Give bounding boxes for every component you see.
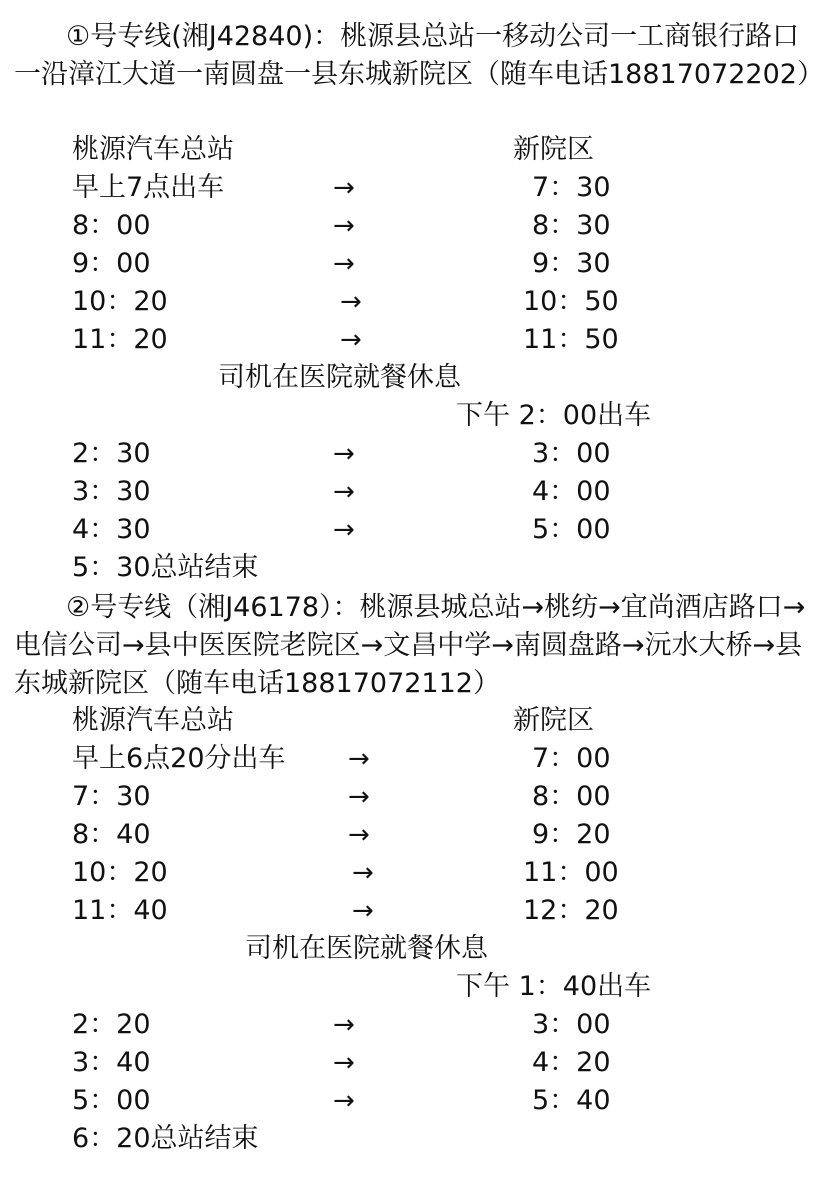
route2-from-header: 桃源汽车总站 (72, 705, 234, 736)
route1-title: ①号专线(湘J42840)：桃源县总站一移动公司一工商银行路口一沿漳江大道一南圆盘一县东城新院区（随车电话18817072202） (14, 21, 824, 90)
route2-depart: 10：20 (72, 857, 168, 888)
arrow-icon: → (333, 439, 355, 469)
arrow-icon: → (348, 782, 370, 812)
route1-arrive: 5：00 (532, 514, 611, 545)
route2-afternoon-note: 下午 1：40出车 (456, 971, 652, 1002)
arrow-icon: → (333, 515, 355, 545)
route2-title: ②号专线（湘J46178）：桃源县城总站→桃纺→宜尚酒店路口→电信公司→县中医医院老院区→文昌中学→南圆盘路→沅水大桥→县东城新院区（随车电话18817072112） (14, 592, 806, 699)
route2-end-note: 6：20总站结束 (72, 1123, 259, 1154)
route2-depart: 8：40 (72, 819, 151, 850)
cropped-top-text (0, 0, 832, 6)
route1-arrive: 7：30 (532, 172, 611, 203)
route2-depart: 5：00 (72, 1085, 151, 1116)
arrow-icon: → (333, 249, 355, 279)
route2-arrive: 4：20 (532, 1047, 611, 1078)
arrow-icon: → (333, 477, 355, 507)
arrow-icon: → (333, 1086, 355, 1116)
arrow-icon: → (333, 1010, 355, 1040)
arrow-icon: → (348, 744, 370, 774)
route2-to-header: 新院区 (513, 705, 594, 736)
route1-arrive: 3：00 (532, 438, 611, 469)
route1-depart: 10：20 (72, 286, 168, 317)
route2-arrive: 12：20 (523, 895, 619, 926)
route1-depart: 3：30 (72, 476, 151, 507)
arrow-icon: → (333, 211, 355, 241)
route2-arrive: 9：20 (532, 819, 611, 850)
route1-afternoon-note: 下午 2：00出车 (456, 400, 652, 431)
arrow-icon: → (352, 896, 374, 926)
route2-arrive: 7：00 (532, 743, 611, 774)
route2-rest-note: 司机在医院就餐休息 (245, 933, 488, 964)
route1-to-header: 新院区 (513, 134, 594, 165)
route1-depart: 4：30 (72, 514, 151, 545)
route1-arrive: 4：00 (532, 476, 611, 507)
route1-arrive: 11：50 (523, 324, 619, 355)
route1-depart: 早上7点出车 (72, 172, 225, 203)
route2-arrive: 5：40 (532, 1085, 611, 1116)
arrow-icon: → (333, 173, 355, 203)
route1-depart: 11：20 (72, 324, 168, 355)
route1-depart: 2：30 (72, 438, 151, 469)
route2-arrive: 8：00 (532, 781, 611, 812)
route1-rest-note: 司机在医院就餐休息 (218, 362, 461, 393)
route2-depart: 11：40 (72, 895, 168, 926)
route2-depart: 早上6点20分出车 (72, 743, 286, 774)
route1-from-header: 桃源汽车总站 (72, 134, 234, 165)
route2-depart: 7：30 (72, 781, 151, 812)
route1-depart: 8：00 (72, 210, 151, 241)
arrow-icon: → (340, 287, 362, 317)
route1-arrive: 10：50 (523, 286, 619, 317)
route2-depart: 3：40 (72, 1047, 151, 1078)
arrow-icon: → (348, 820, 370, 850)
arrow-icon: → (352, 858, 374, 888)
arrow-icon: → (333, 1048, 355, 1078)
route1-end-note: 5：30总站结束 (72, 552, 259, 583)
route1-arrive: 8：30 (532, 210, 611, 241)
route2-arrive: 11：00 (523, 857, 619, 888)
route2-arrive: 3：00 (532, 1009, 611, 1040)
arrow-icon: → (340, 325, 362, 355)
route1-depart: 9：00 (72, 248, 151, 279)
route1-arrive: 9：30 (532, 248, 611, 279)
route2-depart: 2：20 (72, 1009, 151, 1040)
